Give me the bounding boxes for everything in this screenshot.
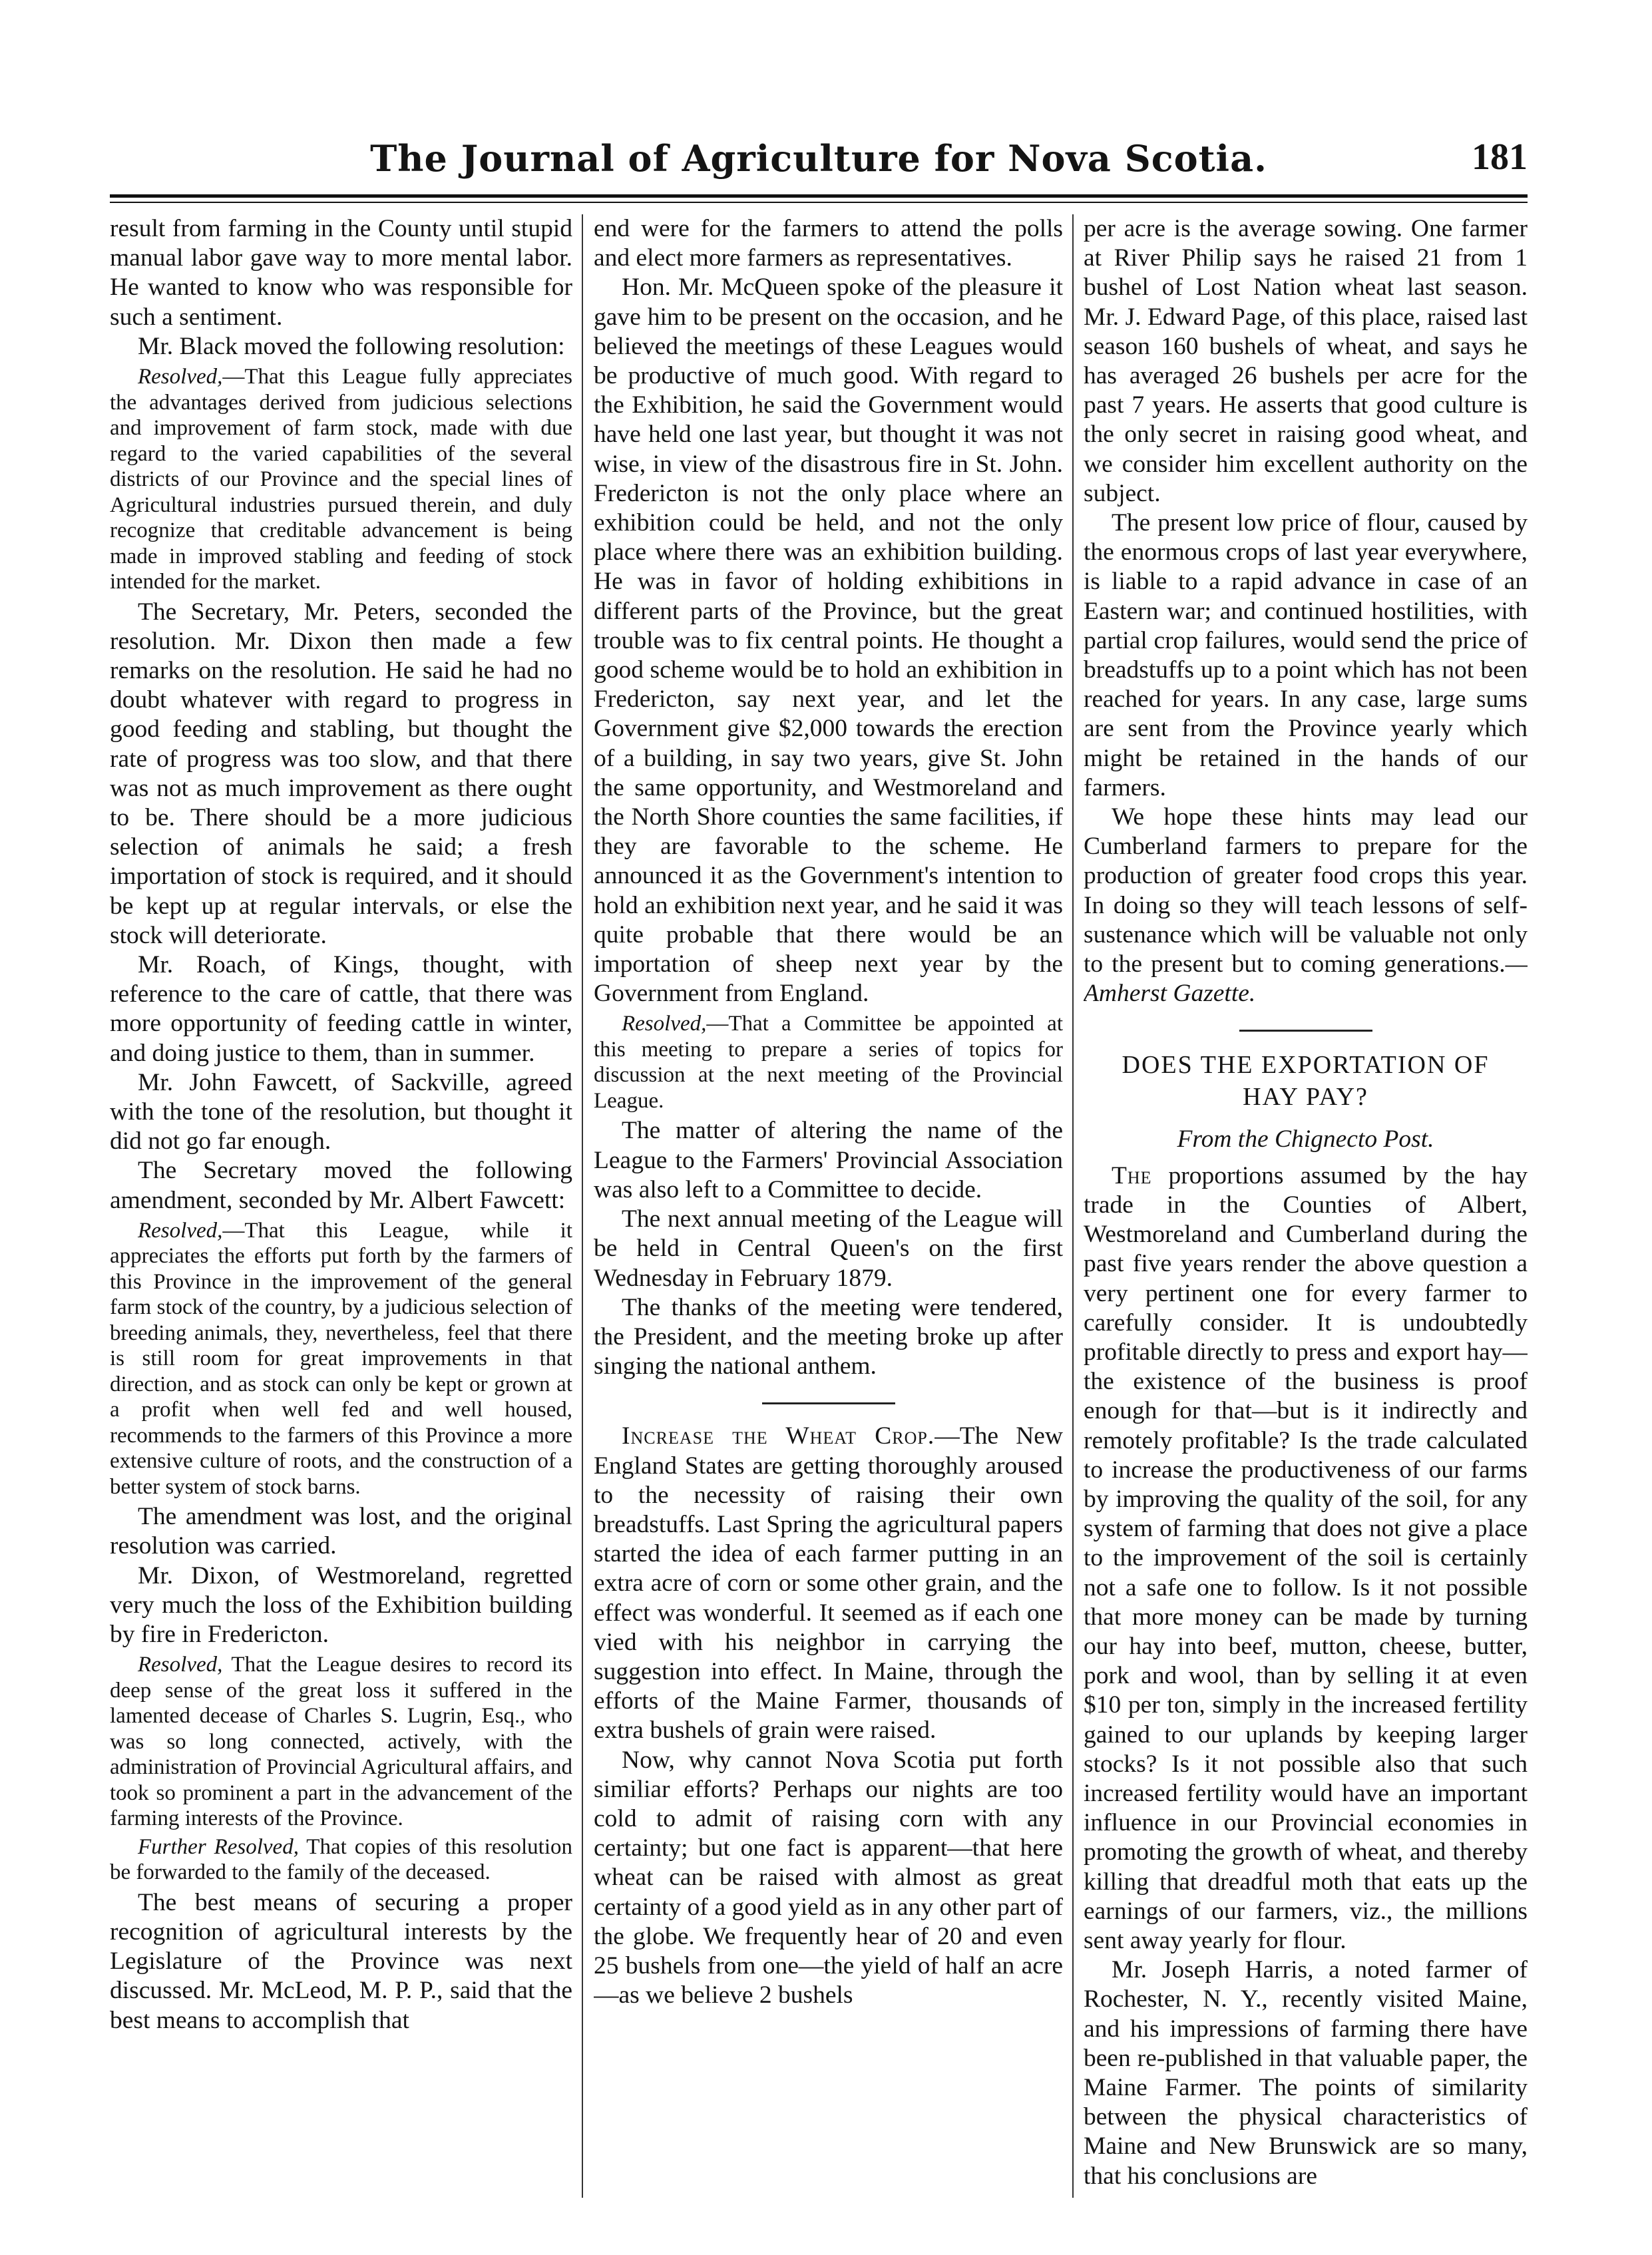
lead-word: The [1112,1161,1152,1189]
column-right [1084,214,1528,2198]
paragraph [1084,1161,1528,1955]
article-separator [762,1402,895,1404]
paragraph: result from farming in the County until stupid manual labor gave way to more mental labor. He wanted to know who was responsible for such a sentiment. [110,215,572,331]
paragraph: The best means of securing a proper recognition of agricultural interests by the Legislature of the Province was next discussed. Mr. McLeod, M. P. P., said that the best means to accomplish that [110,1888,572,2034]
header-rule-thin [110,202,1528,203]
paragraph: The thanks of the meeting were tendered, the President, and the meeting broke up after singing the national anthem. [594,1293,1063,1380]
paragraph-text: —The New England States are getting thoroughly aroused to the necessity of raising their own breadstuffs. Last Spring the agricultural papers started the idea of each farmer putting in an extra acre of corn or some other grain, and the effect was wonderful. It seemed as if each one vied with his neighbor in carrying the suggestion into effect. In Maine, through the efforts of the Maine Farmer, thousands of extra bushels of grain were raised. [594,1422,1063,1744]
paragraph: The matter of altering the name of the League to the Farmers' Provincial Association was also left to a Committee to decide. [594,1117,1063,1203]
paragraph: The Secretary moved the following amendment, seconded by Mr. Albert Fawcett: [110,1157,572,1214]
resolution-label: Resolved, [138,1653,223,1677]
paragraph: Now, why cannot Nova Scotia put forth similiar efforts? Perhaps our nights are too cold to admit of raising corn with any certainty; but one fact is apparent—that here wheat can be raised with almost as great certainty of a good yield as in any other part of the globe. We frequently hear of 20 and even 25 bushels from one—the yield of half an acre—as we believe 2 bushels [594,1746,1063,2009]
resolution [110,1652,572,1832]
header-rule-thick [110,194,1528,198]
column-left [110,214,572,2198]
paragraph: Mr. John Fawcett, of Sackville, agreed with the tone of the resolution, but thought it did not go far enough. [110,1068,572,1155]
column-divider-left [582,214,583,2198]
paragraph: Mr. Dixon, of Westmoreland, regretted very much the loss of the Exhibition building by fire in Fredericton. [110,1561,572,1649]
paragraph-text: proportions assumed by the hay trade in the Counties of Albert, Westmoreland and Cumberland during the past five years render the above question a very pertinent one for every farmer to carefully consider. It is undoubtedly profitable directly to press and export hay—the existence of the business is proof enough for that—but is it indirectly and remotely profitable? Is the trade calculated to increase the productiveness of our farms by improving the quality of the soil, for any system of farming that does not give a place to the improvement of the soil is certainly not a safe one to follow. Is it not possible that more money can be made by turning our hay into beef, mutton, cheese, butter, pork and wool, than by selling it at even $10 per ton, simply in the increased fertility gained to our uplands by keeping larger stocks? Is it not possible also that such increased fertility would have an important influence in our Provincial economies in promoting the growth of wheat, and thereby killing that dreadful moth that eats up the earnings of our farmers, viz., the millions sent away yearly for flour. [1084,1161,1528,1954]
column-divider-right [1072,214,1074,2198]
resolution-label: Resolved, [138,1218,223,1243]
paragraph [594,1422,1063,1745]
section-source: From the Chignecto Post. [1177,1126,1434,1153]
resolution-text: That the League desires to record its deep sense of the great loss it suffered in the lamented decease of Charles S. Lugrin, Esq., who was so long connected, actively, with the administration of Provincial Agricultural affairs, and took so prominent a part in the advancement of the farming interests of the Province. [110,1653,572,1831]
paragraph: The present low price of flour, caused by the enormous crops of last year everywhere, is liable to a rapid advance in case of an Eastern war; and continued hostilities, with partial crop failures, would send the price of breadstuffs up to a point which has not been reached for years. In any case, large sums are sent from the Province yearly which might be retained in the hands of our farmers. [1084,509,1528,801]
resolution-text: That copies of this resolution be forwarded to the family of the deceased. [110,1834,572,1885]
article-title-inline: Increase the Wheat Crop. [622,1422,935,1450]
column-middle [594,214,1063,2198]
paragraph [1084,803,1528,1008]
paragraph: Hon. Mr. McQueen spoke of the pleasure it gave him to be present on the occasion, and he believed the meetings of these Leagues would be productive of much good. With regard to the Exhibition, he said the Government would have held one last year, but thought it was not wise, in view of the disastrous fire in St. John. Fredericton is not the only place where an exhibition could be held, and not the only place where there was an exhibition building. He was in favor of holding exhibitions in different parts of the Province, but the great trouble was to fix central points. He thought a good scheme would be to hold an exhibition in Fredericton, say next year, and let the Government give $2,000 towards the erection of a building, in say two years, give St. John the same opportunity, and Westmoreland and the North Shore counties the same facilities, if they are favorable to the scheme. He announced it as the Government's intention to hold an exhibition next year, and he said it was quite probable that there would be an importation of sheep next year by the Government from England. [594,274,1063,1008]
page-number: 181 [1472,136,1528,178]
paragraph: per acre is the average sowing. One farmer at River Philip says he raised 21 from 1 bushel of Lost Nation wheat last season. Mr. J. Edward Page, of this place, raised last season 160 bushels of wheat, and says he has averaged 26 bushels per acre for the past 7 years. He asserts that good culture is the only secret in raising good wheat, and we consider him excellent authority on the subject. [1084,215,1528,507]
resolution-text: —That this League fully appreciates the advantages derived from judicious selections and improvement of farm stock, made with due regard to the varied capabilities of the several districts of our Province and the special lines of Agricultural industries pursued therein, and duly recognize that creditable advancement is being made in improved stabling and feeding of stock intended for the market. [110,365,572,594]
resolution [110,1218,572,1500]
resolution-label: Resolved, [622,1012,707,1036]
resolution [110,1834,572,1886]
article-separator [1239,1030,1372,1032]
resolution-text: —That this League, while it appreciates the efforts put forth by the farmers of this Province in the improvement of the general farm stock of the country, by a judicious selection of breeding animals, they, nevertheless, feel that there is still room for great improvements in that direction, and as stock can only be kept or grown at a profit when well fed and well housed, recommends to the farmers of this Province a more extensive culture of roots, and the construction of a better system of stock barns. [110,1218,572,1499]
running-title: The Journal of Agriculture for Nova Scotia. [370,137,1267,180]
resolution-text: —That a Committee be appointed at this meeting to prepare a series of topics for discussion at the next meeting of the Provincial League. [594,1012,1063,1113]
paragraph: Mr. Roach, of Kings, thought, with reference to the care of cattle, that there was more opportunity of feeding cattle in winter, and doing justice to them, than in summer. [110,950,572,1067]
source-attribution: —Amherst Gazette. [1084,950,1528,1008]
resolution [110,364,572,595]
paragraph-text: We hope these hints may lead our Cumberland farmers to prepare for the production of greater food crops this year. In doing so they will teach lessons of self-sustenance which will be valuable not only to the present but to coming generations. [1084,803,1528,978]
paragraph: The amendment was lost, and the original resolution was carried. [110,1503,572,1560]
resolution [594,1011,1063,1114]
paragraph: The next annual meeting of the League will be held in Central Queen's on the first Wednesday in February 1879. [594,1205,1063,1292]
resolution-label: Further Resolved, [138,1834,299,1859]
paragraph: Mr. Joseph Harris, a noted farmer of Rochester, N. Y., recently visited Maine, and his impressions of farming there have been re-published in that valuable paper, the Maine Farmer. The points of similarity between the physical characteristics of Maine and New Brunswick are so many, that his conclusions are [1084,1956,1528,2190]
resolution-label: Resolved, [138,365,223,389]
section-title: DOES THE EXPORTATION OF HAY PAY? [1122,1051,1490,1112]
page-header [110,133,1528,193]
paragraph: end were for the farmers to attend the polls and elect more farmers as representatives. [594,215,1063,272]
paragraph: The Secretary, Mr. Peters, seconded the resolution. Mr. Dixon then made a few remarks on the resolution. He said he had no doubt whatever with regard to progress in good feeding and stabling, but thought the rate of progress was too slow, and that there was not as much improvement as there ought to be. There should be a more judicious selection of animals he said; a fresh importation of stock is required, and it should be kept up at regular intervals, or else the stock will deteriorate. [110,598,572,949]
paragraph: Mr. Black moved the following resolution: [138,332,565,360]
